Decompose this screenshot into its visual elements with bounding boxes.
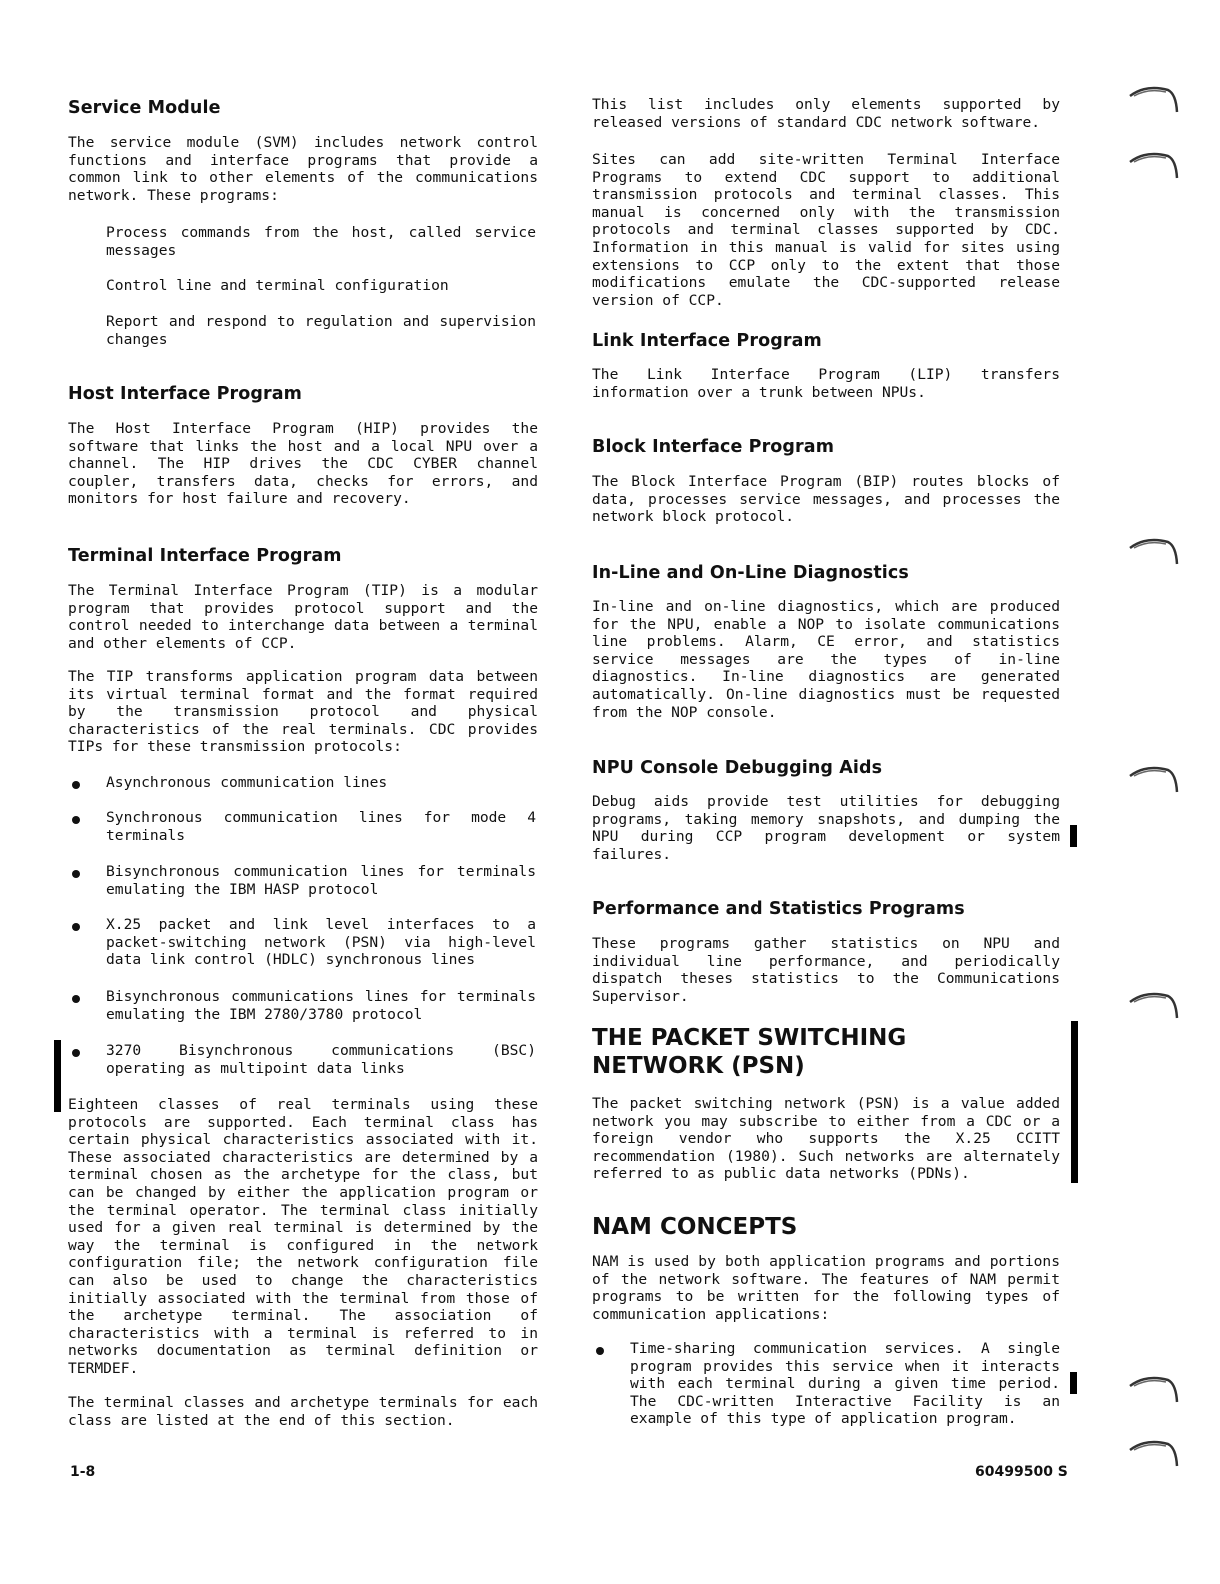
page-number: 1-8 (70, 1464, 96, 1480)
change-bar (1070, 1372, 1077, 1394)
bip-body: The Block Interface Program (BIP) routes blocks of data, processes service messages, and processes the network block protocol. (592, 473, 1060, 526)
bullet-dot (72, 870, 80, 878)
tip-paragraph-1: The Terminal Interface Program (TIP) is a modular program that provides protocol support and the control needed to interchange data between a terminal and other elements of CCP. (68, 582, 538, 652)
performance-heading: Performance and Statistics Programs (592, 899, 965, 919)
list-item: Bisynchronous communication lines for terminals emulating the IBM HASP protocol (106, 863, 536, 898)
tip-paragraph-2: The TIP transforms application program data between its virtual terminal format and the format required by the transmission protocol and physical characteristics of the real terminals. CDC provides TIPs for these transmission protocols: (68, 668, 538, 756)
binder-hole-icon (1128, 762, 1180, 798)
nam-heading: NAM CONCEPTS (592, 1214, 798, 1240)
tip-heading: Terminal Interface Program (68, 546, 342, 566)
nam-body: NAM is used by both application programs and portions of the network software. The features of NAM permit programs to be written for the following types of communication applications: (592, 1253, 1060, 1323)
binder-hole-icon (1128, 1372, 1180, 1408)
service-module-item: Process commands from the host, called service messages (106, 224, 536, 259)
service-module-intro: The service module (SVM) includes network control functions and interface programs that provide a common link to other elements of the communications network. These programs: (68, 134, 538, 204)
bullet-dot (72, 1049, 80, 1057)
bullet-dot (596, 1347, 604, 1355)
change-bar (1070, 825, 1077, 847)
hip-body: The Host Interface Program (HIP) provides the software that links the host and a local NPU over a channel. The HIP drives the CDC CYBER channel coupler, transfers data, checks for errors, and monitors for host failure and recovery. (68, 420, 538, 508)
performance-body: These programs gather statistics on NPU and individual line performance, and periodically dispatch theses statistics to the Communications Supervisor. (592, 935, 1060, 1005)
list-item: 3270 Bisynchronous communications (BSC) operating as multipoint data links (106, 1042, 536, 1077)
service-module-item: Control line and terminal configuration (106, 277, 449, 294)
debugging-heading: NPU Console Debugging Aids (592, 758, 883, 778)
tip-paragraph-4: The terminal classes and archetype terminals for each class are listed at the end of this section. (68, 1394, 538, 1429)
bullet-dot (72, 995, 80, 1003)
lip-body: The Link Interface Program (LIP) transfers information over a trunk between NPUs. (592, 366, 1060, 401)
psn-body: The packet switching network (PSN) is a value added network you may subscribe to either from a CDC or a foreign vendor who supports the X.25 CCITT recommendation (1980). Such networks are alternately referred to as public data networks (PDNs). (592, 1095, 1060, 1183)
bullet-dot (72, 816, 80, 824)
change-bar (54, 1040, 61, 1112)
list-item: Bisynchronous communications lines for terminals emulating the IBM 2780/3780 protocol (106, 988, 536, 1023)
binder-hole-icon (1128, 148, 1180, 184)
document-number: 60499500 S (975, 1464, 1068, 1480)
service-module-item: Report and respond to regulation and supervision changes (106, 313, 536, 348)
binder-hole-icon (1128, 1436, 1180, 1472)
hip-heading: Host Interface Program (68, 384, 303, 404)
psn-heading-line-2: NETWORK (PSN) (592, 1053, 805, 1079)
diagnostics-heading: In-Line and On-Line Diagnostics (592, 563, 909, 583)
change-bar (1071, 1021, 1078, 1183)
list-item: Synchronous communication lines for mode 4 terminals (106, 809, 536, 844)
psn-heading-line-1: THE PACKET SWITCHING (592, 1025, 907, 1051)
list-item: Time-sharing communication services. A single program provides this service when it interacts with each terminal during a given time period. The CDC-written Interactive Facility is an example of this type of application program. (630, 1340, 1060, 1428)
sites-note: Sites can add site-written Terminal Interface Programs to extend CDC support to additional transmission protocols and terminal classes. This manual is concerned only with the transmission protocols and terminal classes supported by CDC. Information in this manual is valid for sites using extensions to CCP only to the extent that those modifications emulate the CDC-supported release version of CCP. (592, 151, 1060, 309)
service-module-heading: Service Module (68, 98, 221, 118)
tip-paragraph-3: Eighteen classes of real terminals using these protocols are supported. Each terminal class has certain physical characteristics associated with it. These associated characteristics are determined by a terminal chosen as the archetype for the class, but can be changed by either the application program or the terminal operator. The terminal class initially used for a given real terminal is determined by the way the terminal is configured in the network configuration file; the network configuration file can also be used to change the characteristics initially associated with the terminal from those of the archetype terminal. The association of characteristics with a terminal is referred to in networks documentation as terminal definition or TERMDEF. (68, 1096, 538, 1377)
binder-hole-icon (1128, 534, 1180, 570)
list-item: Asynchronous communication lines (106, 774, 388, 791)
bullet-dot (72, 923, 80, 931)
binder-hole-icon (1128, 82, 1180, 118)
binder-hole-icon (1128, 988, 1180, 1024)
diagnostics-body: In-line and on-line diagnostics, which are produced for the NPU, enable a NOP to isolate communications line problems. Alarm, CE error, and statistics service messages are the types of in-line diagnostics. In-line diagnostics are generated automatically. On-line diagnostics must be requested from the NOP console. (592, 598, 1060, 721)
list-item: X.25 packet and link level interfaces to a packet-switching network (PSN) via high-level data link control (HDLC) synchronous lines (106, 916, 536, 969)
bip-heading: Block Interface Program (592, 437, 835, 457)
debugging-body: Debug aids provide test utilities for debugging programs, taking memory snapshots, and dumping the NPU during CCP program development or system failures. (592, 793, 1060, 863)
bullet-dot (72, 781, 80, 789)
psn-heading (592, 1024, 906, 1080)
list-note: This list includes only elements supported by released versions of standard CDC network software. (592, 96, 1060, 131)
lip-heading: Link Interface Program (592, 331, 822, 351)
